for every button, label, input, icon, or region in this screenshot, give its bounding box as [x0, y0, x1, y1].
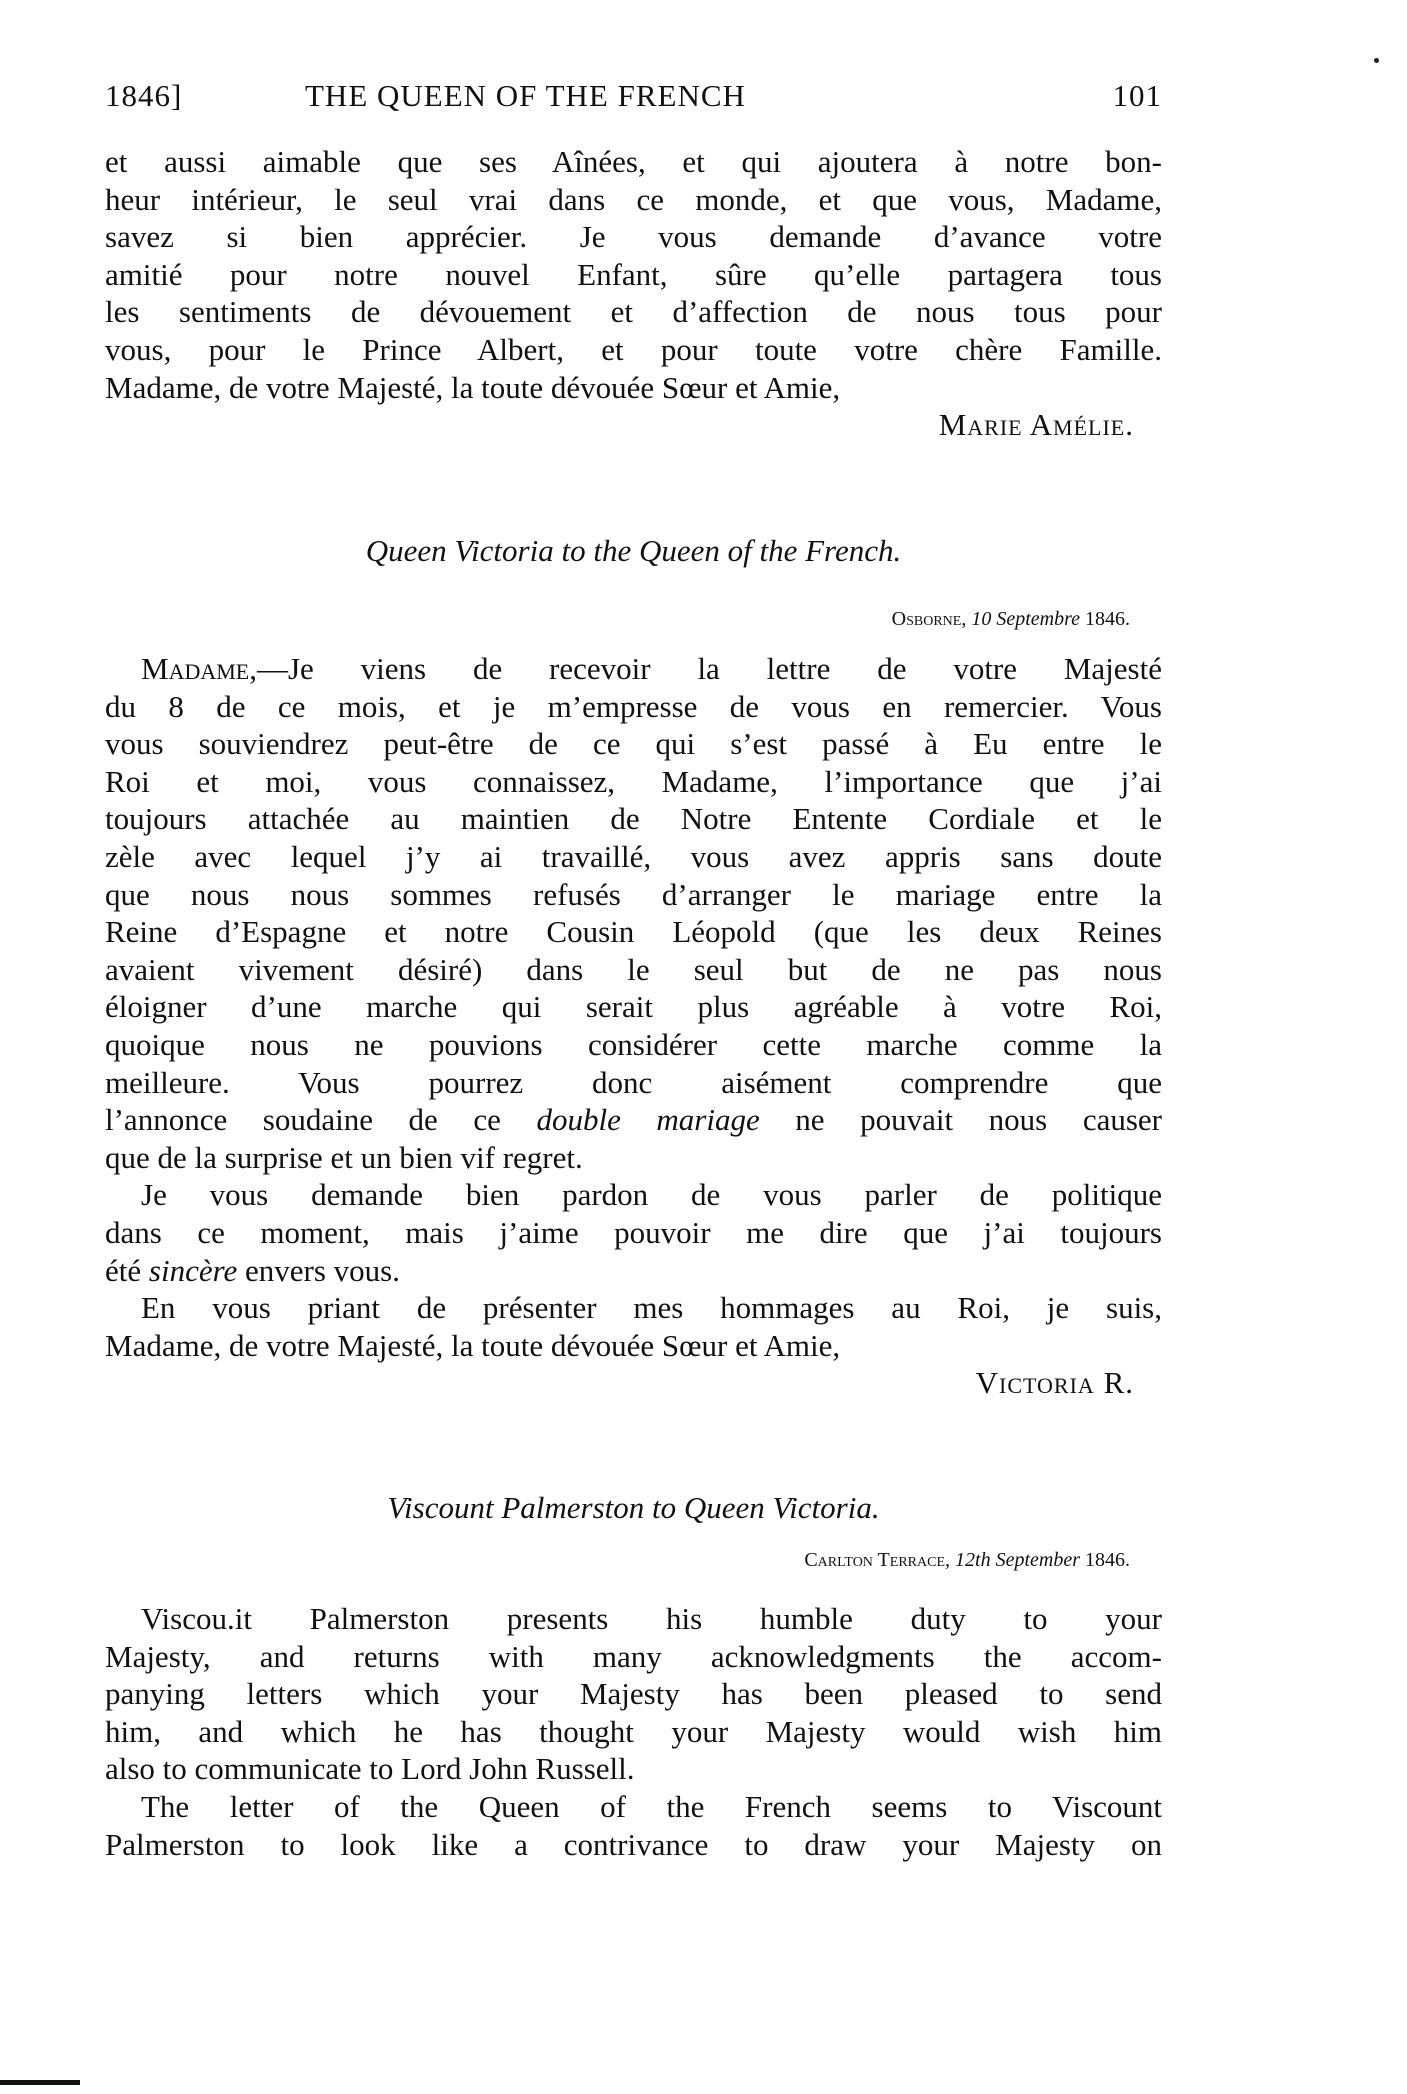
text-line: him, and which he has thought your Majesty would wish him: [105, 1713, 1162, 1749]
letter-heading: Viscount Palmerston to Queen Victoria.: [387, 1490, 880, 1525]
text: ne pouvait nous causer: [759, 1102, 1162, 1138]
date: 12th September: [955, 1549, 1080, 1571]
date: 10 Septembre: [971, 608, 1080, 630]
scan-edge-mark: [0, 2080, 80, 2085]
letter3-body: [105, 1600, 1162, 1863]
page-number: 101: [1112, 78, 1162, 113]
text-italic: sincère: [148, 1252, 238, 1288]
text-line: Palmerston to look like a contrivance to draw your Majesty on: [105, 1826, 1162, 1862]
text-line: toujours attachée au maintien de Notre Entente Cordiale et le: [105, 801, 1162, 837]
header-title: THE QUEEN OF THE FRENCH: [305, 78, 746, 113]
text-line: En vous priant de présenter mes hommages au Roi, je suis,: [141, 1290, 1162, 1326]
text-line: amitié pour notre nouvel Enfant, sûre qu’elle partagera tous: [105, 256, 1162, 292]
header-year: 1846]: [105, 78, 183, 113]
salutation: Madame,: [141, 651, 257, 686]
letter-dateline: [105, 608, 1130, 631]
text-line: [105, 1252, 1162, 1290]
text-line: Majesty, and returns with many acknowledgments the accom-: [105, 1638, 1162, 1674]
signature: Marie Amélie.: [938, 407, 1134, 443]
text-line: que nous nous sommes refusés d’arranger le mariage entre la: [105, 876, 1162, 912]
text-line: meilleure. Vous pourrez donc aisément comprendre que: [105, 1064, 1162, 1100]
text-italic: double mariage: [536, 1102, 760, 1138]
text-line: Roi et moi, vous connaissez, Madame, l’importance que j’ai: [105, 763, 1162, 799]
text-line: du 8 de ce mois, et je m’empresse de vous en remercier. Vous: [105, 688, 1162, 724]
text: —Je viens de recevoir la lettre de votre Majesté: [256, 651, 1162, 686]
text: envers vous.: [237, 1252, 400, 1288]
scan-speck: [1374, 58, 1379, 63]
text-line: vous souviendrez peut-être de ce qui s’est passé à Eu entre le: [105, 726, 1162, 762]
text-line: The letter of the Queen of the French seems to Viscount: [141, 1788, 1162, 1824]
text-line: heur intérieur, le seul vrai dans ce monde, et que vous, Madame,: [105, 181, 1162, 217]
place: Carlton Terrace,: [804, 1549, 951, 1571]
letter-dateline: [105, 1549, 1130, 1572]
signature: Victoria R.: [975, 1365, 1134, 1401]
text-line: et aussi aimable que ses Aînées, et qui ajoutera à notre bon-: [105, 144, 1162, 179]
text-line: savez si bien apprécier. Je vous demande d’avance votre: [105, 219, 1162, 255]
letter2-body: [105, 650, 1162, 1402]
text-line: avaient vivement désiré) dans le seul but de ne pas nous: [105, 951, 1162, 987]
text: l’annonce soudaine de ce: [105, 1102, 537, 1138]
text: été: [105, 1252, 149, 1288]
text-line: Viscou.it Palmerston presents his humble duty to your: [141, 1601, 1162, 1636]
place: Osborne,: [891, 608, 967, 630]
text-line: also to communicate to Lord John Russell.: [105, 1751, 635, 1787]
text-line: [105, 650, 1162, 688]
year: 1846.: [1085, 1549, 1130, 1571]
text-line: Je vous demande bien pardon de vous parler de politique: [141, 1177, 1162, 1213]
text-line: panying letters which your Majesty has been pleased to send: [105, 1676, 1162, 1712]
text-line: que de la surprise et un bien vif regret.: [105, 1139, 583, 1175]
text-line: vous, pour le Prince Albert, et pour toute votre chère Famille.: [105, 331, 1162, 367]
text-line: Madame, de votre Majesté, la toute dévouée Sœur et Amie,: [105, 1327, 841, 1363]
text-line: dans ce moment, mais j’aime pouvoir me dire que j’ai toujours: [105, 1214, 1162, 1250]
text-line: zèle avec lequel j’y ai travaillé, vous avez appris sans doute: [105, 838, 1162, 874]
text-line: Reine d’Espagne et notre Cousin Léopold (que les deux Reines: [105, 914, 1162, 950]
text-line: les sentiments de dévouement et d’affection de nous tous pour: [105, 294, 1162, 330]
text-line: Madame, de votre Majesté, la toute dévouée Sœur et Amie,: [105, 369, 841, 405]
text-line: quoique nous ne pouvions considérer cette marche comme la: [105, 1026, 1162, 1062]
running-header: [105, 78, 1162, 118]
letter-heading: Queen Victoria to the Queen of the French.: [365, 533, 902, 568]
letter1-end: [105, 143, 1162, 444]
text-line: [105, 1101, 1162, 1139]
year: 1846.: [1085, 608, 1130, 630]
text-line: éloigner d’une marche qui serait plus agréable à votre Roi,: [105, 989, 1162, 1025]
